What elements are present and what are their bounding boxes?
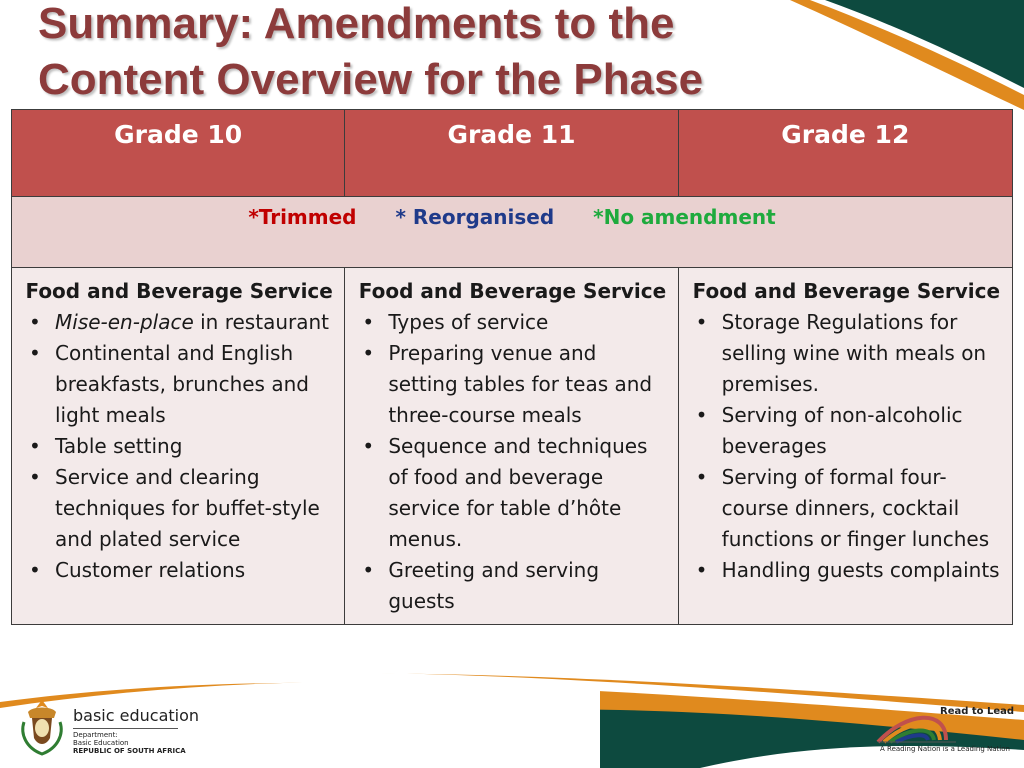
dbe-line-1: Department:: [73, 731, 118, 739]
list-item: • Types of service: [388, 307, 669, 338]
grade-12-cell: [678, 268, 1012, 625]
grade-10-list: [22, 307, 336, 586]
list-item: • Handling guests complaints: [722, 555, 1004, 586]
content-table: [11, 109, 1013, 625]
grade-10-cell: [12, 268, 345, 625]
legend-no-amendment: *No amendment: [593, 205, 776, 229]
grade-12-heading: Food and Beverage Service: [692, 279, 1001, 303]
list-item: • Sequence and techniques of food and beverage service for table d’hôte menus.: [388, 431, 669, 555]
header-grade-11: Grade 11: [345, 110, 678, 197]
list-item: • Serving of formal four-course dinners, cocktail functions or finger lunches: [722, 462, 1004, 555]
list-item: • Customer relations: [55, 555, 336, 586]
dbe-divider: [73, 728, 178, 729]
legend-row: [12, 197, 1013, 268]
list-item: • Storage Regulations for selling wine with meals on premises.: [722, 307, 1004, 400]
header-grade-10: Grade 10: [12, 110, 345, 197]
dbe-text: [73, 707, 199, 755]
legend-cell: [12, 197, 1013, 268]
header-row: [12, 110, 1013, 197]
grade-11-cell: [345, 268, 678, 625]
grade-12-list: [689, 307, 1004, 586]
content-row: [12, 268, 1013, 625]
list-item: • Preparing venue and setting tables for teas and three-course meals: [388, 338, 669, 431]
list-item-text: in restaurant: [193, 310, 329, 334]
list-item: • Serving of non-alcoholic beverages: [722, 400, 1004, 462]
dbe-name: basic education: [73, 706, 200, 725]
read-to-lead-title: Read to Lead: [940, 706, 1015, 717]
legend-trimmed: *Trimmed: [248, 205, 357, 229]
grade-10-heading: Food and Beverage Service: [25, 279, 333, 303]
grade-11-list: [355, 307, 669, 617]
title-line-2: Content Overview for the Phase: [38, 55, 704, 104]
list-item: • Continental and English breakfasts, brunches and light meals: [55, 338, 336, 431]
list-item: [55, 307, 336, 338]
page-title: [38, 0, 838, 108]
header-grade-12: Grade 12: [678, 110, 1012, 197]
dbe-line-2: Basic Education: [73, 739, 129, 747]
list-item: • Table setting: [55, 431, 336, 462]
list-item: • Service and clearing techniques for buffet-style and plated service: [55, 462, 336, 555]
dbe-line-3: REPUBLIC OF SOUTH AFRICA: [73, 747, 186, 755]
title-line-1: Summary: Amendments to the: [38, 0, 675, 48]
read-to-lead-tagline: A Reading Nation is a Leading Nation: [880, 745, 1010, 753]
coat-of-arms-icon: [18, 698, 66, 756]
list-item-emphasis: Mise-en-place: [55, 310, 194, 334]
list-item: • Greeting and serving guests: [388, 555, 669, 617]
grade-11-heading: Food and Beverage Service: [358, 279, 667, 303]
legend-reorganised: * Reorganised: [395, 205, 555, 229]
